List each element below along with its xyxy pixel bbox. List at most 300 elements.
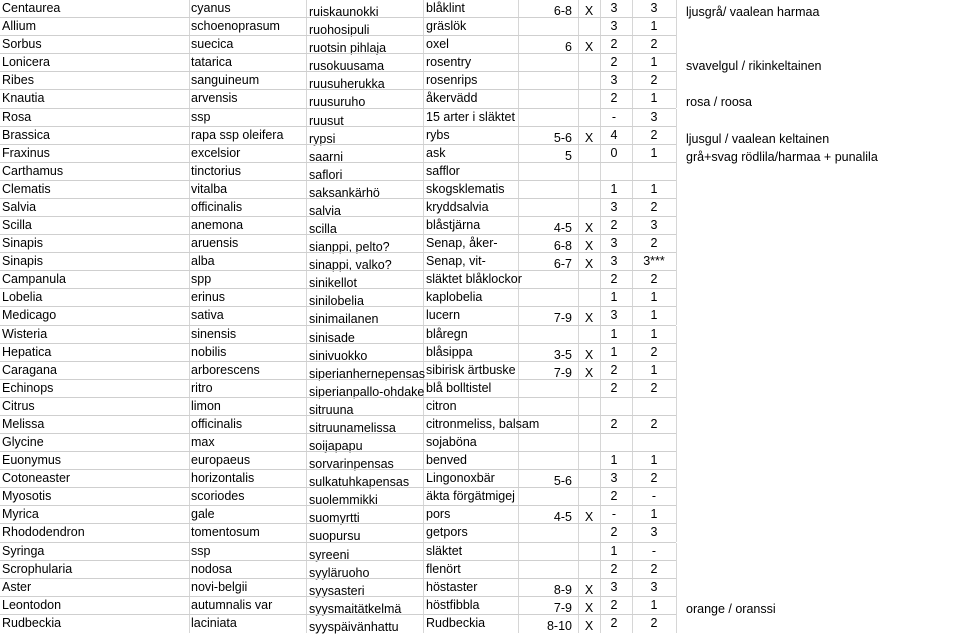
finnish-name-cell: scilla [309, 222, 337, 237]
column-divider [676, 307, 677, 325]
column-divider [578, 543, 579, 561]
finnish-name-cell: rypsi [309, 131, 336, 146]
value-b-cell: 3 [650, 109, 658, 124]
genus-cell: Cotoneaster [2, 471, 71, 486]
table-row [0, 524, 960, 542]
value-b-cell: 3 [650, 579, 658, 594]
table-row [0, 326, 960, 344]
column-divider [189, 0, 190, 18]
finnish-name-cell: syyläruoho [309, 565, 370, 580]
column-divider [632, 597, 633, 615]
column-divider [518, 163, 519, 181]
value-a-cell: - [611, 109, 617, 124]
species-cell: ritro [191, 380, 213, 395]
column-divider [578, 18, 579, 36]
finnish-name-cell: saarni [309, 149, 344, 164]
column-divider [518, 72, 519, 90]
column-divider [518, 253, 519, 271]
column-divider [306, 543, 307, 561]
value-b-cell: 1 [650, 290, 658, 305]
value-a-cell: 1 [610, 344, 618, 359]
column-divider [632, 326, 633, 344]
column-divider [189, 72, 190, 90]
finnish-name-cell: siperianpallo-ohdake [309, 384, 425, 399]
column-divider [306, 506, 307, 524]
species-cell: excelsior [191, 145, 241, 160]
column-divider [518, 326, 519, 344]
swedish-name-cell: blåklint [426, 1, 465, 15]
row-separator [0, 379, 676, 380]
x-mark-cell: X [584, 257, 594, 272]
column-divider [189, 127, 190, 145]
genus-cell: Caragana [2, 362, 57, 377]
column-divider [518, 506, 519, 524]
genus-cell: Myosotis [2, 489, 52, 504]
column-divider [189, 217, 190, 235]
species-cell: europaeus [191, 453, 251, 468]
row-separator [0, 451, 676, 452]
column-divider [632, 543, 633, 561]
finnish-name-cell: sitruuna [309, 402, 354, 417]
column-divider [306, 380, 307, 398]
genus-cell: Melissa [2, 416, 45, 431]
row-separator [0, 487, 676, 488]
swedish-name-cell: kaplobelia [426, 290, 483, 305]
row-separator [0, 361, 676, 362]
column-divider [600, 163, 601, 181]
swedish-name-cell: Lingonoxbär [426, 471, 495, 486]
column-divider [189, 452, 190, 470]
column-divider [306, 561, 307, 579]
color-note-cell: svavelgul / rikinkeltainen [686, 59, 822, 74]
value-a-cell: 2 [610, 416, 618, 431]
value-a-cell: 2 [610, 615, 618, 630]
column-divider [518, 488, 519, 506]
finnish-name-cell: salvia [309, 203, 341, 218]
row-separator [0, 53, 676, 54]
column-divider [306, 109, 307, 127]
finnish-name-cell: ruusuruho [309, 95, 366, 110]
value-b-cell: 1 [650, 91, 658, 106]
table-row [0, 615, 960, 633]
column-divider [676, 253, 677, 271]
value-a-cell: 2 [610, 525, 618, 540]
column-divider [518, 127, 519, 145]
column-divider [578, 416, 579, 434]
table-row [0, 0, 960, 18]
value-b-cell: 2 [650, 73, 658, 88]
genus-cell: Glycine [2, 435, 44, 450]
row-separator [0, 234, 676, 235]
column-divider [306, 470, 307, 488]
column-divider [518, 597, 519, 615]
column-divider [306, 434, 307, 452]
species-cell: rapa ssp oleifera [191, 127, 284, 142]
column-divider [306, 253, 307, 271]
column-divider [632, 235, 633, 253]
column-divider [306, 615, 307, 633]
finnish-name-cell: ruiskaunokki [309, 5, 379, 19]
value-b-cell: 2 [650, 127, 658, 142]
column-divider [676, 18, 677, 36]
value-a-cell: 2 [610, 561, 618, 576]
column-divider [306, 36, 307, 54]
column-divider [578, 470, 579, 488]
column-divider [632, 145, 633, 163]
column-divider [423, 524, 424, 542]
column-divider [632, 506, 633, 524]
column-divider [632, 127, 633, 145]
row-separator [0, 542, 676, 543]
column-divider [189, 90, 190, 108]
finnish-name-cell: saflori [309, 167, 343, 182]
column-divider [632, 579, 633, 597]
value-a-cell: 2 [610, 37, 618, 52]
flowering-months-cell: 6 [565, 40, 572, 55]
value-b-cell: 3 [650, 525, 658, 540]
x-mark-cell: X [584, 582, 594, 597]
table-row [0, 362, 960, 380]
genus-cell: Wisteria [2, 326, 48, 341]
species-cell: ssp [191, 109, 211, 124]
genus-cell: Sorbus [2, 37, 42, 52]
column-divider [423, 271, 424, 289]
finnish-name-cell: syreeni [309, 547, 350, 562]
column-divider [423, 163, 424, 181]
finnish-name-cell: sinisade [309, 330, 355, 345]
value-b-cell: 1 [650, 453, 658, 468]
column-divider [632, 271, 633, 289]
genus-cell: Euonymus [2, 453, 62, 468]
column-divider [676, 452, 677, 470]
column-divider [632, 398, 633, 416]
column-divider [306, 145, 307, 163]
flowering-months-cell: 5-6 [553, 130, 572, 145]
column-divider [518, 235, 519, 253]
column-divider [676, 90, 677, 108]
column-divider [578, 398, 579, 416]
table-row [0, 579, 960, 597]
column-divider [306, 18, 307, 36]
flowering-months-cell: 4-5 [553, 510, 572, 525]
row-separator [0, 180, 676, 181]
finnish-name-cell: syysmaitätkelmä [309, 601, 402, 616]
column-divider [423, 470, 424, 488]
value-b-cell: 1 [650, 362, 658, 377]
x-mark-cell: X [584, 4, 594, 18]
column-divider [189, 434, 190, 452]
swedish-name-cell: kryddsalvia [426, 199, 489, 214]
column-divider [518, 90, 519, 108]
species-cell: cyanus [191, 1, 231, 15]
x-mark-cell: X [584, 510, 594, 525]
value-b-cell: 3 [650, 1, 658, 15]
column-divider [676, 72, 677, 90]
column-divider [676, 199, 677, 217]
column-divider [578, 163, 579, 181]
column-divider [676, 615, 677, 633]
swedish-name-cell: citronmeliss, balsam [426, 416, 540, 431]
finnish-name-cell: syysasteri [309, 583, 365, 598]
value-a-cell: - [611, 507, 617, 522]
column-divider [676, 344, 677, 362]
value-a-cell: 2 [610, 218, 618, 233]
value-b-cell: 2 [650, 561, 658, 576]
row-separator [0, 325, 676, 326]
swedish-name-cell: äkta förgätmigej [426, 489, 515, 504]
x-mark-cell: X [584, 311, 594, 326]
value-a-cell: 2 [610, 55, 618, 70]
value-a-cell: 3 [610, 254, 618, 269]
column-divider [676, 36, 677, 54]
column-divider [632, 524, 633, 542]
value-b-cell: 1 [650, 326, 658, 341]
column-divider [676, 380, 677, 398]
table-row [0, 597, 960, 615]
color-note-cell: orange / oranssi [686, 601, 776, 616]
row-separator [0, 560, 676, 561]
row-separator [0, 162, 676, 163]
swedish-name-cell: höstaster [426, 579, 478, 594]
column-divider [518, 543, 519, 561]
column-divider [189, 163, 190, 181]
swedish-name-cell: lucern [426, 308, 461, 323]
species-cell: limon [191, 398, 221, 413]
row-separator [0, 469, 676, 470]
column-divider [600, 398, 601, 416]
swedish-name-cell: blåregn [426, 326, 468, 341]
genus-cell: Citrus [2, 398, 35, 413]
row-separator [0, 270, 676, 271]
value-b-cell: 2 [650, 380, 658, 395]
swedish-name-cell: blå bolltistel [426, 380, 492, 395]
swedish-name-cell: sojaböna [426, 435, 477, 450]
species-cell: sinensis [191, 326, 237, 341]
value-b-cell: 1 [650, 507, 658, 522]
column-divider [632, 344, 633, 362]
column-divider [632, 488, 633, 506]
column-divider [676, 54, 677, 72]
column-divider [676, 109, 677, 127]
column-divider [306, 524, 307, 542]
column-divider [306, 488, 307, 506]
column-divider [578, 597, 579, 615]
column-divider [423, 488, 424, 506]
column-divider [189, 597, 190, 615]
swedish-name-cell: Senap, åker- [426, 236, 498, 251]
value-a-cell: 3 [610, 236, 618, 251]
value-a-cell: 1 [610, 543, 618, 558]
column-divider [632, 307, 633, 325]
table-row [0, 380, 960, 398]
value-b-cell: 1 [650, 19, 658, 34]
column-divider [578, 561, 579, 579]
row-separator [0, 17, 676, 18]
x-mark-cell: X [584, 239, 594, 254]
column-divider [578, 199, 579, 217]
column-divider [578, 380, 579, 398]
column-divider [423, 615, 424, 633]
table-row [0, 235, 960, 253]
column-divider [676, 145, 677, 163]
column-divider [632, 561, 633, 579]
genus-cell: Syringa [2, 543, 45, 558]
row-separator [0, 126, 676, 127]
column-divider [306, 362, 307, 380]
table-row [0, 217, 960, 235]
flowering-months-cell: 7-9 [553, 600, 572, 615]
genus-cell: Leontodon [2, 597, 62, 612]
column-divider [189, 344, 190, 362]
column-divider [676, 543, 677, 561]
column-divider [578, 90, 579, 108]
column-divider [676, 416, 677, 434]
row-separator [0, 198, 676, 199]
color-note-cell: ljusgul / vaalean keltainen [686, 131, 830, 146]
species-cell: laciniata [191, 615, 237, 630]
swedish-name-cell: oxel [426, 37, 449, 52]
x-mark-cell: X [584, 618, 594, 633]
column-divider [423, 506, 424, 524]
column-divider [189, 235, 190, 253]
column-divider [578, 145, 579, 163]
table-row [0, 434, 960, 452]
finnish-name-cell: sorvarinpensas [309, 457, 394, 472]
column-divider [676, 506, 677, 524]
genus-cell: Rudbeckia [2, 615, 62, 630]
column-divider [189, 543, 190, 561]
value-b-cell: 1 [650, 181, 658, 196]
species-cell: horizontalis [191, 471, 255, 486]
column-divider [189, 524, 190, 542]
x-mark-cell: X [584, 40, 594, 55]
finnish-name-cell: siperianhernepensas [309, 366, 426, 381]
column-divider [306, 416, 307, 434]
column-divider [578, 615, 579, 633]
genus-cell: Knautia [2, 91, 45, 106]
genus-cell: Fraxinus [2, 145, 50, 160]
row-separator [0, 343, 676, 344]
column-divider [578, 434, 579, 452]
flowering-months-cell: 6-8 [553, 4, 572, 18]
value-b-cell: 1 [650, 308, 658, 323]
table-row [0, 54, 960, 72]
finnish-name-cell: sinivuokko [309, 348, 368, 363]
column-divider [306, 127, 307, 145]
finnish-name-cell: sinappi, valko? [309, 258, 392, 273]
column-divider [632, 54, 633, 72]
column-divider [518, 54, 519, 72]
column-divider [306, 72, 307, 90]
species-cell: ssp [191, 543, 211, 558]
swedish-name-cell: citron [426, 398, 457, 413]
finnish-name-cell: suomyrtti [309, 511, 360, 526]
column-divider [632, 199, 633, 217]
column-divider [423, 416, 424, 434]
column-divider [632, 0, 633, 18]
genus-cell: Sinapis [2, 236, 43, 251]
column-divider [189, 561, 190, 579]
column-divider [189, 271, 190, 289]
column-divider [676, 488, 677, 506]
column-divider [189, 145, 190, 163]
finnish-name-cell: soijapapu [309, 439, 363, 454]
genus-cell: Campanula [2, 272, 66, 287]
genus-cell: Carthamus [2, 163, 64, 178]
swedish-name-cell: gräslök [426, 19, 467, 34]
table-row [0, 90, 960, 108]
value-b-cell: 2 [650, 37, 658, 52]
column-divider [306, 235, 307, 253]
table-row [0, 488, 960, 506]
species-cell: erinus [191, 290, 226, 305]
column-divider [632, 452, 633, 470]
flowering-months-cell: 4-5 [553, 221, 572, 236]
row-separator [0, 614, 676, 615]
value-a-cell: 3 [610, 19, 618, 34]
species-cell: max [191, 435, 215, 450]
column-divider [632, 380, 633, 398]
column-divider [632, 615, 633, 633]
column-divider [676, 561, 677, 579]
swedish-name-cell: blåsippa [426, 344, 473, 359]
column-divider [423, 235, 424, 253]
column-divider [306, 326, 307, 344]
value-b-cell: - [651, 543, 657, 558]
flowering-months-cell: 7-9 [553, 311, 572, 326]
swedish-name-cell: skogsklematis [426, 181, 505, 196]
column-divider [423, 90, 424, 108]
column-divider [189, 199, 190, 217]
finnish-name-cell: ruotsin pihlaja [309, 41, 387, 56]
value-a-cell: 0 [610, 145, 618, 160]
genus-cell: Scrophularia [2, 561, 73, 576]
column-divider [578, 506, 579, 524]
species-cell: scoriodes [191, 489, 245, 504]
column-divider [306, 90, 307, 108]
finnish-name-cell: sinikellot [309, 276, 357, 291]
table-row [0, 561, 960, 579]
species-cell: alba [191, 254, 215, 269]
column-divider [578, 452, 579, 470]
species-cell: aruensis [191, 236, 239, 251]
column-divider [632, 289, 633, 307]
column-divider [189, 54, 190, 72]
swedish-name-cell: sibirisk ärtbuske [426, 362, 516, 377]
column-divider [632, 253, 633, 271]
column-divider [306, 217, 307, 235]
column-divider [578, 217, 579, 235]
value-b-cell: 2 [650, 272, 658, 287]
column-divider [632, 72, 633, 90]
column-divider [578, 362, 579, 380]
table-row [0, 253, 960, 271]
species-cell: spp [191, 272, 212, 287]
value-b-cell: 2 [650, 615, 658, 630]
value-a-cell: 1 [610, 453, 618, 468]
column-divider [306, 579, 307, 597]
species-cell: arvensis [191, 91, 238, 106]
value-b-cell: 2 [650, 236, 658, 251]
column-divider [423, 145, 424, 163]
finnish-name-cell: sinimailanen [309, 312, 379, 327]
column-divider [189, 506, 190, 524]
finnish-name-cell: saksankärhö [309, 185, 380, 200]
swedish-name-cell: rosentry [426, 55, 472, 70]
value-a-cell: 1 [610, 290, 618, 305]
value-a-cell: 3 [610, 471, 618, 486]
column-divider [423, 18, 424, 36]
